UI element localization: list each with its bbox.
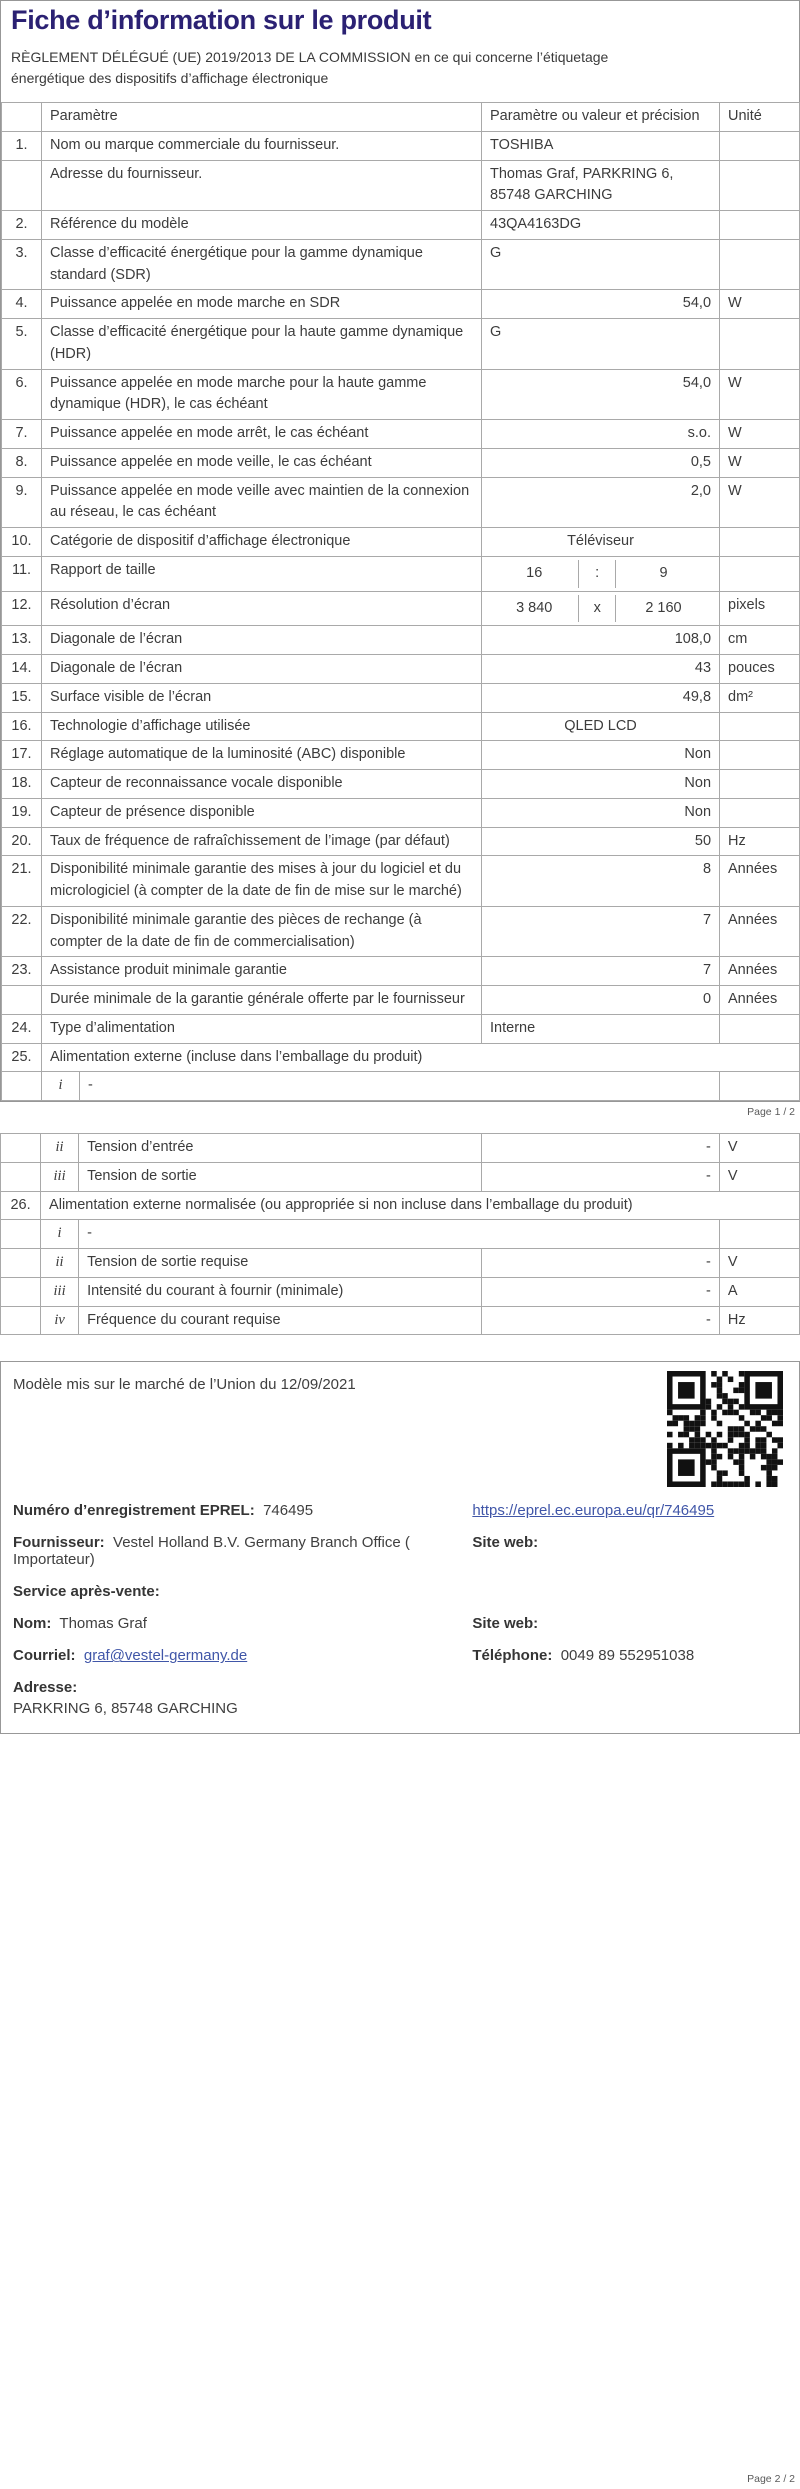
email-label: Courriel: xyxy=(13,1647,76,1665)
parameter-value: 8 xyxy=(482,856,720,907)
address-label: Adresse: xyxy=(13,1679,78,1697)
parameter-label: Tension d’entrée xyxy=(79,1134,482,1163)
table-row xyxy=(2,1072,800,1101)
table-row xyxy=(2,369,800,420)
table-row xyxy=(2,906,800,957)
site-web-label: Site web: xyxy=(472,1534,539,1552)
row-number: 5. xyxy=(2,319,42,370)
parameter-label: Intensité du courant à fournir (minimale) xyxy=(79,1277,482,1306)
table-row xyxy=(1,1277,800,1306)
table-row xyxy=(2,239,800,290)
parameter-label: Taux de fréquence de rafraîchissement de l’image (par défaut) xyxy=(42,827,482,856)
row-number: 1. xyxy=(2,131,42,160)
parameter-label: Capteur de reconnaissance vocale disponible xyxy=(42,770,482,799)
parameter-value: 7 xyxy=(482,906,720,957)
table-row xyxy=(2,741,800,770)
address-value: PARKRING 6, 85748 GARCHING xyxy=(13,1700,238,1718)
row-number: 24. xyxy=(2,1014,42,1043)
row-number xyxy=(1,1277,41,1306)
row-number: 6. xyxy=(2,369,42,420)
eprel-label: Numéro d’enregistrement EPREL: xyxy=(13,1502,255,1520)
table-row xyxy=(2,655,800,684)
row-number: 19. xyxy=(2,798,42,827)
row-roman-numeral: iv xyxy=(41,1306,79,1335)
unit-label: W xyxy=(720,290,800,319)
parameter-label: Adresse du fournisseur. xyxy=(42,160,482,211)
product-parameters-table-2 xyxy=(0,1133,800,1335)
unit-label xyxy=(719,1220,799,1249)
row-number: 17. xyxy=(2,741,42,770)
parameter-value: 43 xyxy=(482,655,720,684)
parameter-value: - xyxy=(481,1249,719,1278)
unit-label xyxy=(720,770,800,799)
row-number xyxy=(2,1072,42,1101)
after-sales-label: Service après-vente: xyxy=(13,1583,160,1601)
unit-label: W xyxy=(720,420,800,449)
unit-label: Années xyxy=(720,957,800,986)
parameter-label: Disponibilité minimale garantie des pièces de rechange (à compter de la date de fin de commercialisation) xyxy=(42,906,482,957)
row-roman-numeral: i xyxy=(41,1220,79,1249)
address-block xyxy=(13,1679,785,1717)
table-header-row xyxy=(2,103,800,132)
site-web-label-2: Site web: xyxy=(472,1615,539,1633)
row-number: 4. xyxy=(2,290,42,319)
table-row xyxy=(2,131,800,160)
unit-label: Années xyxy=(720,856,800,907)
table-row xyxy=(1,1134,800,1163)
parameter-value: - xyxy=(481,1162,719,1191)
table-row xyxy=(2,448,800,477)
table-row xyxy=(2,712,800,741)
column-header-unit: Unité xyxy=(720,103,800,132)
row-number: 2. xyxy=(2,211,42,240)
parameter-label: Rapport de taille xyxy=(42,556,482,591)
unit-label xyxy=(720,798,800,827)
market-date-text: Modèle mis sur le marché de l’Union du 12/09/2021 xyxy=(13,1376,356,1394)
row-number: 9. xyxy=(2,477,42,528)
split-value-part: 2 160 xyxy=(645,599,682,616)
table-row xyxy=(1,1220,800,1249)
parameter-value: G xyxy=(482,239,720,290)
parameter-label: Puissance appelée en mode veille, le cas échéant xyxy=(42,448,482,477)
unit-label xyxy=(720,741,800,770)
regulation-subtitle: RÈGLEMENT DÉLÉGUÉ (UE) 2019/2013 DE LA COMMISSION en ce qui concerne l’étiquetage énergétique des dispositifs d’affichage électronique xyxy=(11,49,609,86)
row-number: 20. xyxy=(2,827,42,856)
parameter-value: 43QA4163DG xyxy=(482,211,720,240)
unit-label: V xyxy=(719,1162,799,1191)
parameter-label: Résolution d’écran xyxy=(42,591,482,626)
parameter-value: G xyxy=(482,319,720,370)
table-row xyxy=(2,591,800,626)
table-row xyxy=(2,211,800,240)
parameter-label: Surface visible de l’écran xyxy=(42,683,482,712)
table-row xyxy=(2,856,800,907)
unit-label xyxy=(720,131,800,160)
column-header-parameter: Paramètre xyxy=(42,103,482,132)
page1-sheet xyxy=(0,0,800,1102)
unit-label xyxy=(720,712,800,741)
table-row xyxy=(2,477,800,528)
row-number: 13. xyxy=(2,626,42,655)
row-number: 22. xyxy=(2,906,42,957)
parameter-value: 7 xyxy=(482,957,720,986)
eprel-link[interactable]: https://eprel.ec.europa.eu/qr/746495 xyxy=(472,1502,715,1520)
parameter-value: - xyxy=(80,1072,720,1101)
table-row xyxy=(2,290,800,319)
parameter-value: 50 xyxy=(482,827,720,856)
row-number xyxy=(1,1220,41,1249)
parameter-label: Puissance appelée en mode marche en SDR xyxy=(42,290,482,319)
supplier-line xyxy=(13,1534,472,1568)
parameter-label: Capteur de présence disponible xyxy=(42,798,482,827)
supplier-name: Vestel Holland B.V. Germany Branch Office ( Importateur) xyxy=(13,1534,410,1569)
phone-label: Téléphone: xyxy=(472,1647,553,1665)
parameter-label: Nom ou marque commerciale du fournisseur. xyxy=(42,131,482,160)
header-number-cell xyxy=(2,103,42,132)
parameter-label: Disponibilité minimale garantie des mises à jour du logiciel et du micrologiciel (à compter de la date de fin de mise sur le marché) xyxy=(42,856,482,907)
table-row xyxy=(2,626,800,655)
parameter-value: 0 xyxy=(482,986,720,1015)
page-title: Fiche d’information sur le produit xyxy=(11,5,432,35)
page-indicator-1: Page 1 / 2 xyxy=(747,1106,795,1118)
parameter-value: - xyxy=(79,1220,720,1249)
row-number: 18. xyxy=(2,770,42,799)
phone-line xyxy=(472,1647,785,1664)
email-link[interactable]: graf@vestel-germany.de xyxy=(83,1647,248,1665)
unit-label: W xyxy=(720,477,800,528)
table-row xyxy=(1,1306,800,1335)
split-value-part: : xyxy=(578,560,616,588)
product-parameters-table-1 xyxy=(1,102,800,1101)
row-number xyxy=(2,160,42,211)
row-roman-numeral: iii xyxy=(41,1162,79,1191)
unit-label: V xyxy=(719,1249,799,1278)
unit-label: A xyxy=(719,1277,799,1306)
eprel-number: 746495 xyxy=(263,1502,314,1520)
table-row xyxy=(2,1043,800,1072)
unit-label xyxy=(720,319,800,370)
unit-label: Années xyxy=(720,906,800,957)
row-number: 3. xyxy=(2,239,42,290)
table-row xyxy=(2,827,800,856)
email-line xyxy=(13,1647,472,1664)
split-value-part: x xyxy=(578,595,616,623)
row-number: 11. xyxy=(2,556,42,591)
parameter-value: 108,0 xyxy=(482,626,720,655)
row-number: 14. xyxy=(2,655,42,684)
split-value-part: 3 840 xyxy=(516,599,553,616)
page2-sheet xyxy=(0,1133,800,1734)
parameter-value: 54,0 xyxy=(482,290,720,319)
unit-label xyxy=(720,1072,800,1101)
unit-label: dm² xyxy=(720,683,800,712)
parameter-label: Fréquence du courant requise xyxy=(79,1306,482,1335)
unit-label xyxy=(720,239,800,290)
parameter-label: Classe d’efficacité énergétique pour la gamme dynamique standard (SDR) xyxy=(42,239,482,290)
parameter-value: 49,8 xyxy=(482,683,720,712)
table-row xyxy=(2,319,800,370)
row-number: 25. xyxy=(2,1043,42,1072)
table-row xyxy=(1,1162,800,1191)
row-number: 10. xyxy=(2,528,42,557)
unit-label xyxy=(720,556,800,591)
registration-info-box xyxy=(0,1361,800,1734)
contact-name-line xyxy=(13,1615,472,1632)
name-label: Nom: xyxy=(13,1615,52,1633)
row-number xyxy=(2,986,42,1015)
eprel-registration xyxy=(13,1502,472,1519)
table-row xyxy=(2,986,800,1015)
parameter-value: Téléviseur xyxy=(482,528,720,557)
unit-label: pouces xyxy=(720,655,800,684)
row-number: 26. xyxy=(1,1191,41,1220)
parameter-label: Tension de sortie xyxy=(79,1162,482,1191)
parameter-value: Interne xyxy=(482,1014,720,1043)
parameter-value: - xyxy=(481,1306,719,1335)
parameter-value: 54,0 xyxy=(482,369,720,420)
split-value-part: 16 xyxy=(526,564,543,581)
table-row xyxy=(1,1249,800,1278)
parameter-value: TOSHIBA xyxy=(482,131,720,160)
row-roman-numeral: iii xyxy=(41,1277,79,1306)
row-roman-numeral: i xyxy=(42,1072,80,1101)
table-row xyxy=(1,1191,800,1220)
row-roman-numeral: ii xyxy=(41,1134,79,1163)
split-value-part: 9 xyxy=(659,564,668,581)
row-roman-numeral: ii xyxy=(41,1249,79,1278)
page-indicator-2: Page 2 / 2 xyxy=(747,2473,795,2485)
parameter-label: Catégorie de dispositif d’affichage électronique xyxy=(42,528,482,557)
row-number: 8. xyxy=(2,448,42,477)
parameter-value: 0,5 xyxy=(482,448,720,477)
parameter-label: Assistance produit minimale garantie xyxy=(42,957,482,986)
row-number xyxy=(1,1134,41,1163)
table-row xyxy=(2,528,800,557)
parameter-label: Puissance appelée en mode arrêt, le cas échéant xyxy=(42,420,482,449)
contact-name: Thomas Graf xyxy=(59,1615,147,1633)
parameter-value: s.o. xyxy=(482,420,720,449)
row-number: 23. xyxy=(2,957,42,986)
unit-label: cm xyxy=(720,626,800,655)
row-number: 15. xyxy=(2,683,42,712)
unit-label xyxy=(720,160,800,211)
parameter-value: Non xyxy=(482,798,720,827)
parameter-value: Thomas Graf, PARKRING 6, 85748 GARCHING xyxy=(482,160,720,211)
table-row xyxy=(2,1014,800,1043)
table-row xyxy=(2,798,800,827)
parameter-label: Type d’alimentation xyxy=(42,1014,482,1043)
unit-label: Hz xyxy=(719,1306,799,1335)
column-header-value: Paramètre ou valeur et précision xyxy=(482,103,720,132)
parameter-value: 2,0 xyxy=(482,477,720,528)
parameter-label: Technologie d’affichage utilisée xyxy=(42,712,482,741)
parameter-label: Réglage automatique de la luminosité (ABC) disponible xyxy=(42,741,482,770)
parameter-label: Référence du modèle xyxy=(42,211,482,240)
parameter-label: Puissance appelée en mode veille avec maintien de la connexion au réseau, le cas échéant xyxy=(42,477,482,528)
row-number: 21. xyxy=(2,856,42,907)
parameter-label: Durée minimale de la garantie générale offerte par le fournisseur xyxy=(42,986,482,1015)
parameter-label: Alimentation externe (incluse dans l’emballage du produit) xyxy=(42,1043,800,1072)
parameter-value: - xyxy=(481,1277,719,1306)
row-number xyxy=(1,1249,41,1278)
parameter-label: Alimentation externe normalisée (ou appropriée si non incluse dans l’emballage du produit) xyxy=(41,1191,800,1220)
parameter-label: Puissance appelée en mode marche pour la haute gamme dynamique (HDR), le cas échéant xyxy=(42,369,482,420)
table-row xyxy=(2,420,800,449)
row-number: 7. xyxy=(2,420,42,449)
parameter-label: Classe d’efficacité énergétique pour la haute gamme dynamique (HDR) xyxy=(42,319,482,370)
unit-label: Hz xyxy=(720,827,800,856)
table-row xyxy=(2,160,800,211)
unit-label xyxy=(720,528,800,557)
table-row xyxy=(2,683,800,712)
unit-label: W xyxy=(720,369,800,420)
unit-label: W xyxy=(720,448,800,477)
row-number: 12. xyxy=(2,591,42,626)
phone-number: 0049 89 552951038 xyxy=(560,1647,695,1665)
qr-code-icon xyxy=(667,1371,783,1487)
parameter-label: Diagonale de l’écran xyxy=(42,626,482,655)
row-number xyxy=(1,1306,41,1335)
parameter-value: Non xyxy=(482,770,720,799)
table-row xyxy=(2,957,800,986)
table-row xyxy=(2,770,800,799)
row-number xyxy=(1,1162,41,1191)
parameter-value xyxy=(482,556,720,591)
unit-label: V xyxy=(719,1134,799,1163)
unit-label xyxy=(720,211,800,240)
parameter-label: Tension de sortie requise xyxy=(79,1249,482,1278)
parameter-value: QLED LCD xyxy=(482,712,720,741)
parameter-label: Diagonale de l’écran xyxy=(42,655,482,684)
supplier-label: Fournisseur: xyxy=(13,1534,105,1552)
unit-label: pixels xyxy=(720,591,800,626)
row-number: 16. xyxy=(2,712,42,741)
table-row xyxy=(2,556,800,591)
parameter-value: Non xyxy=(482,741,720,770)
unit-label xyxy=(720,1014,800,1043)
unit-label: Années xyxy=(720,986,800,1015)
parameter-value xyxy=(482,591,720,626)
parameter-value: - xyxy=(481,1134,719,1163)
